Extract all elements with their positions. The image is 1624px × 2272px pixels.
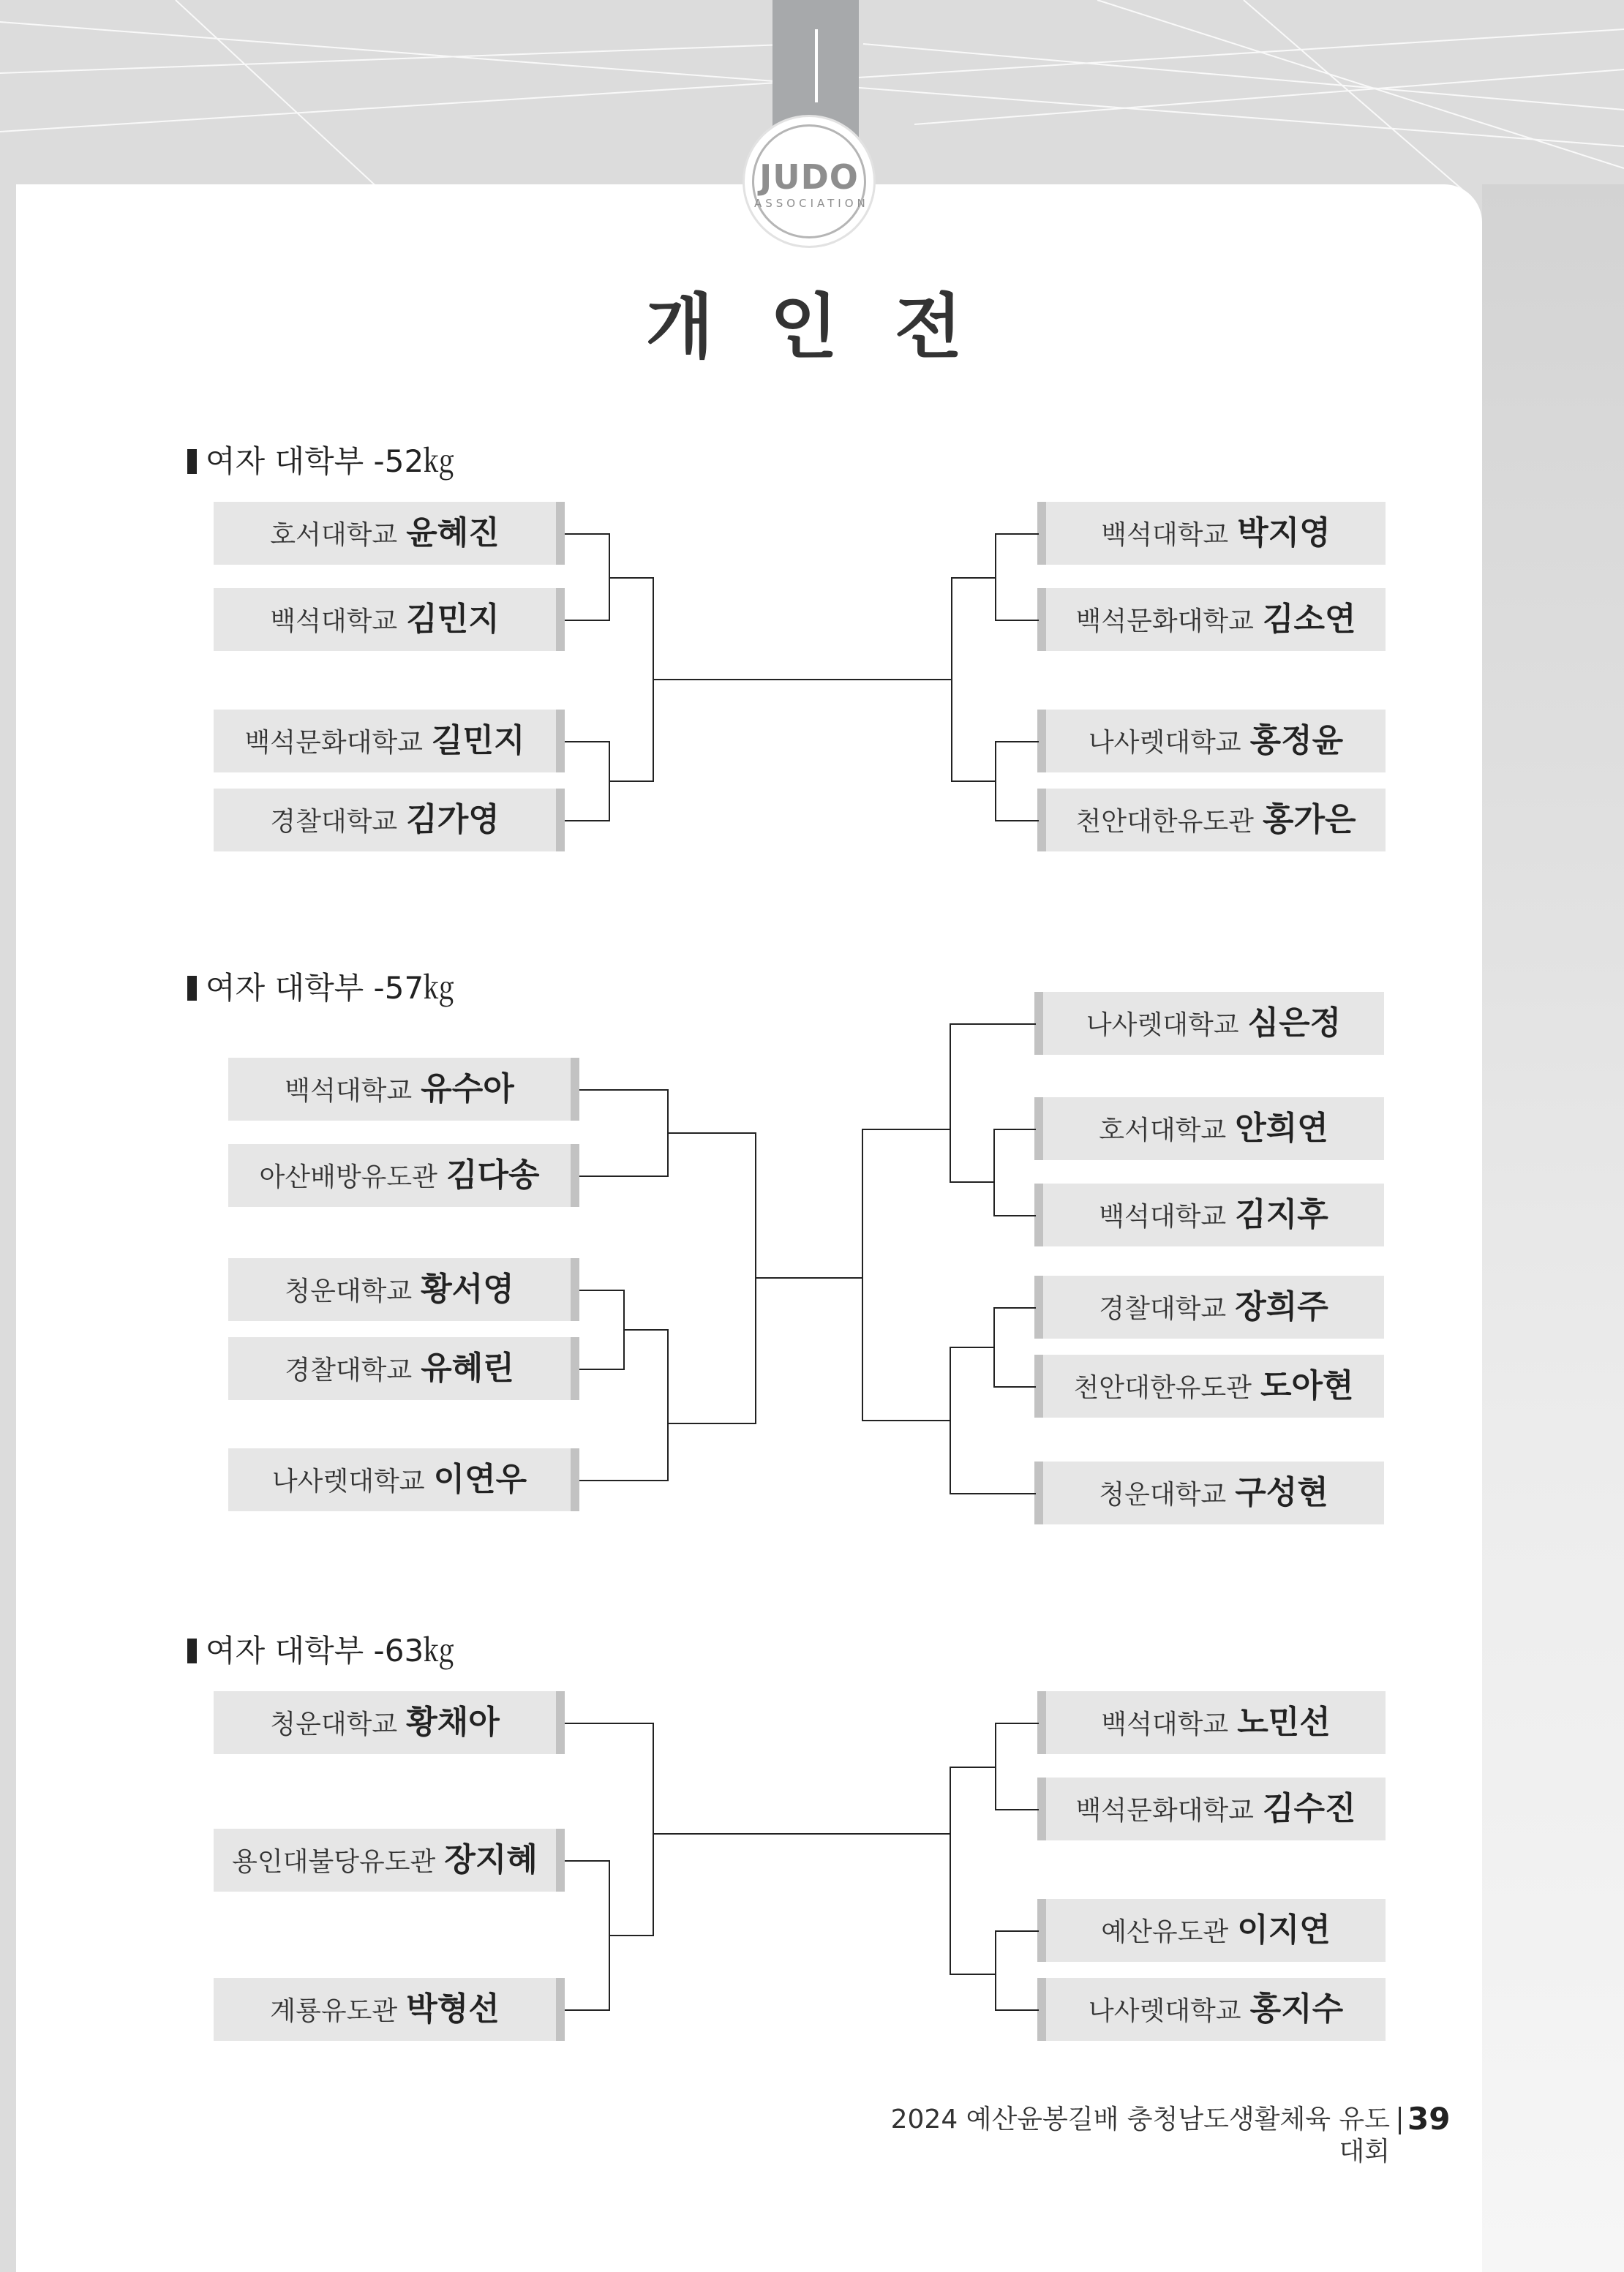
bracket-line	[667, 1329, 669, 1481]
competitor-name: 구성현	[1235, 1474, 1328, 1511]
bracket-line	[995, 741, 996, 821]
bracket-line	[862, 1129, 951, 1130]
competitor-box	[1037, 710, 1386, 772]
competitor-box	[1034, 1184, 1384, 1246]
section-title	[187, 443, 454, 480]
competitor-box	[1034, 1097, 1384, 1160]
competitor-name: 김민지	[406, 601, 500, 638]
competitor-box	[228, 1058, 579, 1121]
bracket-line	[950, 1347, 995, 1348]
bracket-line	[951, 577, 952, 782]
section-marker	[187, 449, 197, 474]
bracket-line	[950, 1493, 1036, 1494]
right-margin-gradient	[1482, 184, 1624, 2272]
competitor-box	[228, 1448, 579, 1511]
bracket-line	[995, 533, 996, 621]
competitor-name: 이지연	[1237, 1911, 1331, 1949]
bracket-line	[950, 1767, 996, 1768]
competitor-school: 백석문화대학교	[244, 728, 423, 758]
competitor-school: 백석대학교	[1101, 1709, 1229, 1739]
page-number: 39	[1407, 2101, 1451, 2137]
competitor-name: 김소연	[1262, 601, 1356, 638]
competitor-box	[1034, 992, 1384, 1055]
competitor-box	[214, 710, 565, 772]
competitor-school: 호서대학교	[270, 520, 398, 550]
bracket-line	[565, 741, 610, 742]
logo-ring	[752, 124, 869, 238]
competitor-school: 청운대학교	[1099, 1480, 1227, 1510]
bracket-line	[993, 1129, 1036, 1130]
competitor-box	[214, 588, 565, 651]
competitor-school: 청운대학교	[285, 1276, 413, 1306]
competitor-name: 홍지수	[1249, 1990, 1344, 2028]
header-tab-line	[815, 29, 818, 102]
bracket-line	[579, 1089, 669, 1091]
competitor-school: 호서대학교	[1099, 1116, 1227, 1146]
competitor-school: 용인대불당유도관	[232, 1847, 436, 1877]
bracket-line	[995, 1930, 1039, 1932]
competitor-name: 홍가은	[1262, 801, 1356, 838]
competitor-box	[1037, 1778, 1386, 1840]
competitor-box	[1034, 1462, 1384, 1524]
bracket-line	[995, 820, 1039, 821]
competitor-school: 천안대한유도관	[1073, 1373, 1252, 1403]
bracket-line	[565, 1860, 610, 1862]
competitor-box	[1037, 1691, 1386, 1754]
competitor-box	[228, 1337, 579, 1400]
bracket-line	[993, 1129, 995, 1216]
bracket-line	[862, 1129, 863, 1421]
bracket-line	[995, 533, 1039, 535]
bracket-line	[950, 1023, 951, 1183]
competitor-name: 유수아	[421, 1070, 514, 1107]
competitor-school: 계룡유도관	[270, 1996, 398, 2026]
competitor-name: 김수진	[1262, 1790, 1356, 1827]
competitor-box	[1037, 789, 1386, 851]
bracket-line	[667, 1423, 756, 1424]
bracket-line	[995, 1809, 1039, 1810]
competitor-school: 백석대학교	[270, 606, 398, 636]
competitor-box	[1034, 1355, 1384, 1418]
bracket-line	[623, 1329, 669, 1331]
competitor-name: 장지혜	[444, 1841, 538, 1878]
competitor-school: 나사렛대학교	[271, 1467, 425, 1497]
bracket-line	[609, 1935, 654, 1936]
bracket-line	[653, 1723, 654, 1936]
competitor-name: 박지영	[1237, 514, 1331, 552]
bracket-line	[862, 1420, 951, 1421]
competitor-school: 경찰대학교	[285, 1355, 413, 1385]
section-title	[187, 1633, 454, 1669]
competitor-name: 김가영	[406, 801, 500, 838]
competitor-box	[228, 1144, 579, 1207]
competitor-name: 길민지	[431, 722, 525, 759]
bracket-line	[667, 1132, 756, 1134]
competitor-school: 경찰대학교	[270, 807, 398, 837]
bracket-line	[993, 1215, 1036, 1216]
bracket-line	[950, 1347, 951, 1494]
competitor-box	[214, 1978, 565, 2041]
competitor-name: 황채아	[406, 1704, 500, 1741]
section-title-text: 여자 대학부 -63㎏	[206, 1633, 455, 1669]
competitor-name: 유혜린	[421, 1350, 514, 1387]
competitor-school: 나사렛대학교	[1088, 728, 1241, 758]
competitor-box	[214, 789, 565, 851]
competitor-school: 백석대학교	[1099, 1202, 1227, 1232]
competitor-name: 안희연	[1235, 1110, 1328, 1147]
competitor-school: 예산유도관	[1101, 1917, 1229, 1947]
footer-separator	[1399, 2107, 1401, 2134]
competitor-school: 나사렛대학교	[1088, 1996, 1241, 2026]
bracket-line	[565, 533, 610, 535]
competitor-name: 이연우	[433, 1461, 527, 1498]
bracket-line	[950, 1181, 995, 1183]
competitor-school: 백석대학교	[1101, 520, 1229, 550]
bracket-line	[667, 1089, 669, 1134]
bracket-line	[995, 2009, 1039, 2011]
bracket-line	[565, 2009, 610, 2011]
bracket-line	[565, 620, 610, 621]
competitor-name: 홍정윤	[1249, 722, 1344, 759]
bracket-line	[579, 1176, 669, 1177]
bracket-line	[579, 1480, 669, 1481]
bracket-line	[667, 1132, 669, 1177]
bracket-line	[653, 1833, 951, 1835]
competitor-school: 백석문화대학교	[1075, 606, 1254, 636]
judo-association-logo	[745, 117, 873, 246]
bracket-line	[579, 1369, 625, 1370]
footer-event-name: 2024 예산윤봉길배 충청남도생활체육 유도대회	[890, 2104, 1390, 2167]
section-title-text: 여자 대학부 -52㎏	[206, 443, 455, 479]
bracket-line	[995, 1723, 996, 1810]
logo-word: JUDO	[759, 157, 859, 197]
competitor-school: 아산배방유도관	[259, 1162, 437, 1192]
competitor-name: 김지후	[1235, 1196, 1328, 1233]
bracket-line	[565, 1723, 654, 1724]
section-marker	[187, 976, 197, 1001]
bracket-line	[609, 577, 654, 579]
bracket-line	[951, 577, 996, 579]
section-title	[187, 970, 454, 1007]
competitor-name: 심은정	[1247, 1004, 1342, 1042]
competitor-school: 백석문화대학교	[1075, 1796, 1254, 1826]
competitor-box	[1037, 1899, 1386, 1962]
bracket-line	[993, 1307, 1036, 1309]
competitor-name: 장희주	[1235, 1288, 1328, 1325]
competitor-school: 청운대학교	[270, 1709, 398, 1739]
bracket-line	[565, 820, 610, 821]
bracket-line	[950, 1974, 996, 1975]
page-title: 개 인 전	[645, 286, 979, 368]
competitor-school: 나사렛대학교	[1086, 1010, 1239, 1040]
bracket-line	[995, 620, 1039, 621]
competitor-name: 박형선	[406, 1990, 500, 2028]
competitor-box	[1034, 1276, 1384, 1339]
bracket-line	[993, 1386, 1036, 1388]
competitor-name: 김다송	[446, 1156, 540, 1194]
competitor-box	[1037, 502, 1386, 565]
competitor-school: 천안대한유도관	[1075, 807, 1254, 837]
logo-subtitle: ASSOCIATION	[754, 197, 869, 210]
bracket-line	[755, 1277, 863, 1279]
bracket-line	[950, 1023, 1036, 1025]
bracket-line	[653, 679, 952, 680]
bracket-line	[950, 1767, 951, 1975]
competitor-school: 백석대학교	[285, 1076, 413, 1106]
bracket-line	[951, 780, 996, 782]
competitor-box	[214, 1691, 565, 1754]
competitor-name: 도아현	[1260, 1367, 1354, 1404]
bracket-line	[995, 1930, 996, 2011]
competitor-box	[214, 502, 565, 565]
bracket-line	[995, 1723, 1039, 1724]
bracket-line	[993, 1307, 995, 1388]
section-title-text: 여자 대학부 -57㎏	[206, 970, 455, 1006]
bracket-line	[995, 741, 1039, 742]
competitor-name: 윤혜진	[406, 514, 500, 552]
section-marker	[187, 1639, 197, 1663]
competitor-box	[1037, 588, 1386, 651]
competitor-box	[214, 1829, 565, 1892]
competitor-box	[1037, 1978, 1386, 2041]
bracket-line	[609, 780, 654, 782]
competitor-school: 경찰대학교	[1099, 1294, 1227, 1324]
competitor-box	[228, 1258, 579, 1321]
competitor-name: 황서영	[421, 1271, 514, 1308]
bracket-line	[579, 1290, 625, 1291]
competitor-name: 노민선	[1237, 1704, 1331, 1741]
